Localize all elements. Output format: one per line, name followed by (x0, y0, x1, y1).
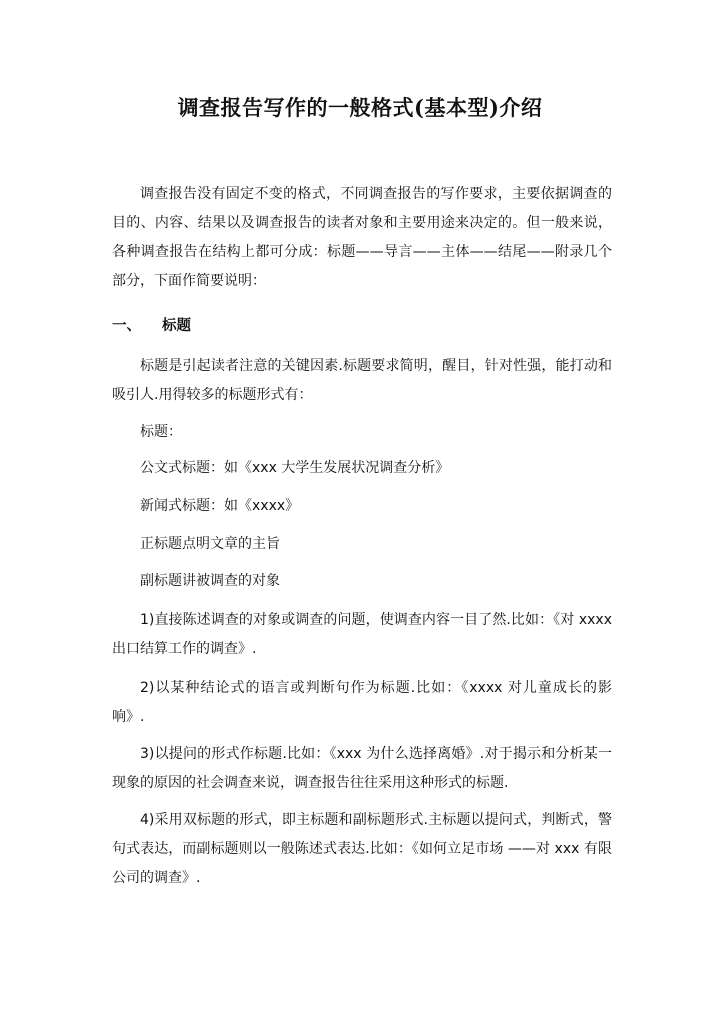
section-title: 标题 (162, 318, 191, 334)
main-title-line: 正标题点明文章的主旨 (140, 536, 280, 552)
section-number: 一、 (112, 318, 141, 334)
list-item-1: 1)直接陈述调查的对象或调查的问题，使调查内容一目了然.比如：《对 xxxx 出口结算工作的调查》. (112, 612, 612, 657)
title-factor-paragraph: 标题是引起读者注意的关键因素.标题要求简明，醒目，针对性强，能打动和吸引人.用得较多的标题形式有： (112, 358, 612, 403)
official-title-line: 公文式标题：如《xxx 大学生发展状况调查分析》 (140, 460, 450, 476)
list-item-2: 2)以某种结论式的语言或判断句作为标题.比如：《xxxx 对儿童成长的影响》. (112, 680, 612, 725)
section-heading (112, 312, 191, 340)
intro-paragraph: 调查报告没有固定不变的格式，不同调查报告的写作要求，主要依据调查的目的、内容、结果以及调查报告的读者对象和主要用途来决定的。但一般来说，各种调查报告在结构上都可分成：标题——导言——主体——结尾——附录几个部分，下面作简要说明： (112, 186, 612, 289)
titles-label: 标题： (140, 424, 182, 440)
news-title-line: 新闻式标题：如《xxxx》 (140, 498, 300, 514)
document-title: 调查报告写作的一般格式(基本型)介绍 (177, 95, 543, 120)
sub-title-line: 副标题讲被调查的对象 (140, 573, 280, 589)
list-item-3: 3)以提问的形式作标题.比如：《xxx 为什么选择离婚》.对于揭示和分析某一现象的原因的社会调查来说，调查报告往往采用这种形式的标题. (112, 746, 612, 791)
list-item-4: 4)采用双标题的形式，即主标题和副标题形式.主标题以提问式，判断式，警句式表达，而副标题则以一般陈述式表达.比如：《如何立足市场 ——对 xxx 有限公司的调查》. (112, 812, 612, 886)
